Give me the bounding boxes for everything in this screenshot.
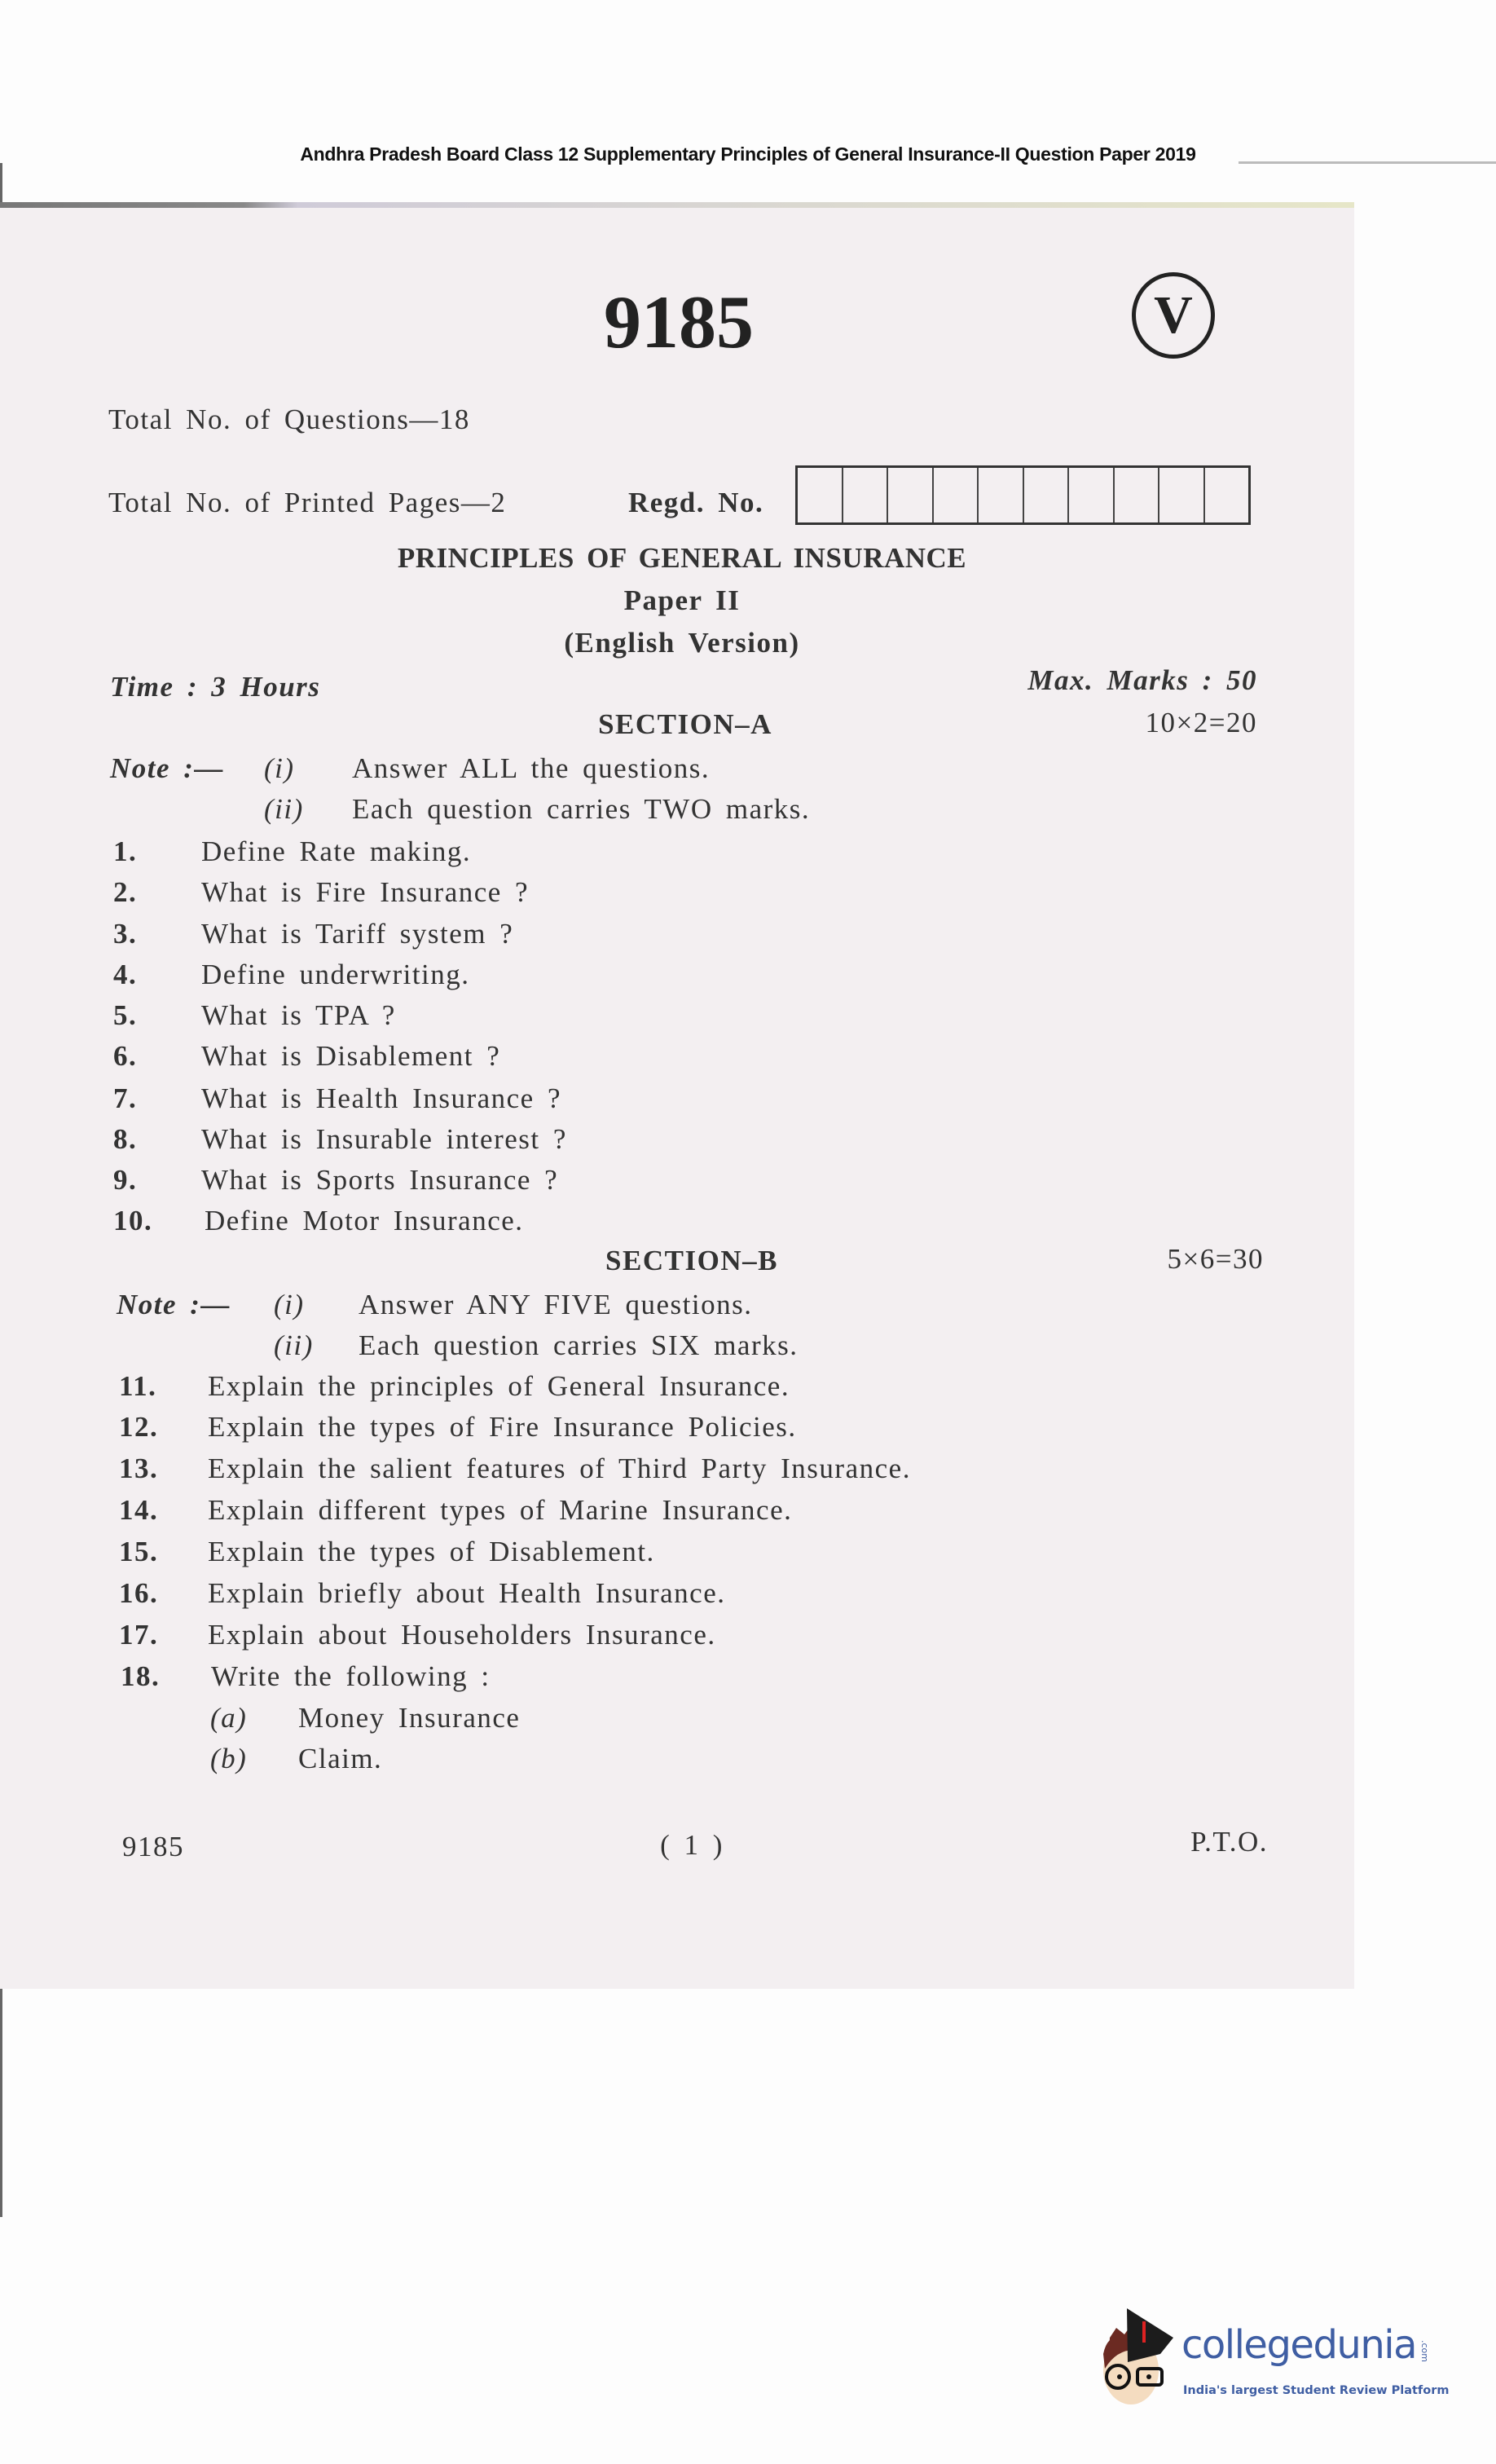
section-a-title: SECTION–A <box>598 708 772 740</box>
total-questions: Total No. of Questions—18 <box>108 403 470 435</box>
paper-code: 9185 <box>604 280 754 364</box>
note-text: Answer ANY FIVE questions. <box>359 1289 753 1320</box>
version-mark: V <box>1154 285 1193 345</box>
paper-version: (English Version) <box>564 627 800 659</box>
question-text: Explain briefly about Health Insurance. <box>208 1577 726 1609</box>
document-header-title: Andhra Pradesh Board Class 12 Supplementary Principles of General Insurance-II Question Paper 2019 <box>300 143 1196 165</box>
subpart-label: (a) <box>210 1702 248 1734</box>
subpart-label: (b) <box>210 1743 248 1774</box>
header-rule <box>1239 161 1496 164</box>
subject-title: PRINCIPLES OF GENERAL INSURANCE <box>397 542 967 574</box>
question-number: 6. <box>113 1040 138 1072</box>
footer-paper-code: 9185 <box>122 1831 184 1862</box>
subpart-text: Money Insurance <box>298 1702 521 1734</box>
logo-wordmark-row <box>1181 2321 1429 2369</box>
question-number: 12. <box>119 1411 159 1443</box>
page-number: ( 1 ) <box>660 1829 724 1861</box>
question-text: What is Sports Insurance ? <box>201 1164 559 1196</box>
question-text: Explain the salient features of Third Party Insurance. <box>208 1452 911 1484</box>
question-number: 14. <box>119 1494 159 1526</box>
note-number: (ii) <box>274 1329 314 1361</box>
question-text: What is Fire Insurance ? <box>201 876 530 908</box>
question-number: 3. <box>113 918 138 950</box>
question-text: Explain the types of Fire Insurance Policies. <box>208 1411 797 1443</box>
note-number: (i) <box>274 1289 305 1320</box>
section-a-note-label: Note :— <box>110 752 224 784</box>
max-marks: Max. Marks : 50 <box>1027 664 1257 696</box>
logo-wordmark: collegedunia <box>1181 2322 1417 2368</box>
note-number: (i) <box>264 752 295 784</box>
question-text: What is TPA ? <box>201 999 396 1031</box>
subpart-text: Claim. <box>298 1743 383 1774</box>
section-b-marks: 5×6=30 <box>1167 1243 1264 1275</box>
note-text: Each question carries TWO marks. <box>352 793 811 825</box>
question-number: 5. <box>113 999 138 1031</box>
section-a-marks: 10×2=20 <box>1145 707 1257 738</box>
logo-tagline: India's largest Student Review Platform <box>1183 2384 1450 2397</box>
version-mark-circle <box>1132 272 1215 359</box>
question-number: 8. <box>113 1123 138 1155</box>
question-text: Write the following : <box>211 1660 491 1692</box>
note-text: Answer ALL the questions. <box>352 752 711 784</box>
question-number: 7. <box>113 1082 138 1114</box>
question-number: 13. <box>119 1452 159 1484</box>
question-text: Define Motor Insurance. <box>205 1205 524 1236</box>
question-text: Explain the types of Disablement. <box>208 1536 655 1567</box>
question-number: 18. <box>121 1660 161 1692</box>
question-number: 1. <box>113 835 138 867</box>
question-number: 4. <box>113 959 138 990</box>
scan-top-edge <box>0 202 1354 208</box>
logo-suffix: .com <box>1419 2340 1431 2362</box>
question-text: What is Insurable interest ? <box>201 1123 567 1155</box>
question-text: Define Rate making. <box>201 835 472 867</box>
section-b-title: SECTION–B <box>605 1245 778 1276</box>
scan-edge <box>0 163 2 205</box>
question-text: Explain about Householders Insurance. <box>208 1619 716 1651</box>
regd-number-boxes <box>795 465 1251 525</box>
question-number: 17. <box>119 1619 159 1651</box>
question-number: 11. <box>119 1370 157 1402</box>
question-text: Define underwriting. <box>201 959 470 990</box>
question-number: 9. <box>113 1164 138 1196</box>
question-text: What is Health Insurance ? <box>201 1082 562 1114</box>
question-number: 2. <box>113 876 138 908</box>
section-b-note-label: Note :— <box>117 1289 231 1320</box>
question-number: 16. <box>119 1577 159 1609</box>
regd-label: Regd. No. <box>628 487 764 518</box>
total-pages: Total No. of Printed Pages—2 <box>108 487 507 518</box>
question-number: 15. <box>119 1536 159 1567</box>
question-number: 10. <box>113 1205 153 1236</box>
question-text: Explain different types of Marine Insurance. <box>208 1494 793 1526</box>
time-allowed: Time : 3 Hours <box>110 671 321 703</box>
note-text: Each question carries SIX marks. <box>359 1329 799 1361</box>
student-mascot-icon <box>1092 2305 1181 2419</box>
collegedunia-logo <box>1092 2305 1483 2419</box>
pto-label: P.T.O. <box>1190 1826 1268 1858</box>
question-text: What is Tariff system ? <box>201 918 514 950</box>
paper-number: Paper II <box>623 584 741 616</box>
note-number: (ii) <box>264 793 304 825</box>
question-text: Explain the principles of General Insurance. <box>208 1370 790 1402</box>
scan-edge <box>0 1989 2 2217</box>
question-text: What is Disablement ? <box>201 1040 501 1072</box>
